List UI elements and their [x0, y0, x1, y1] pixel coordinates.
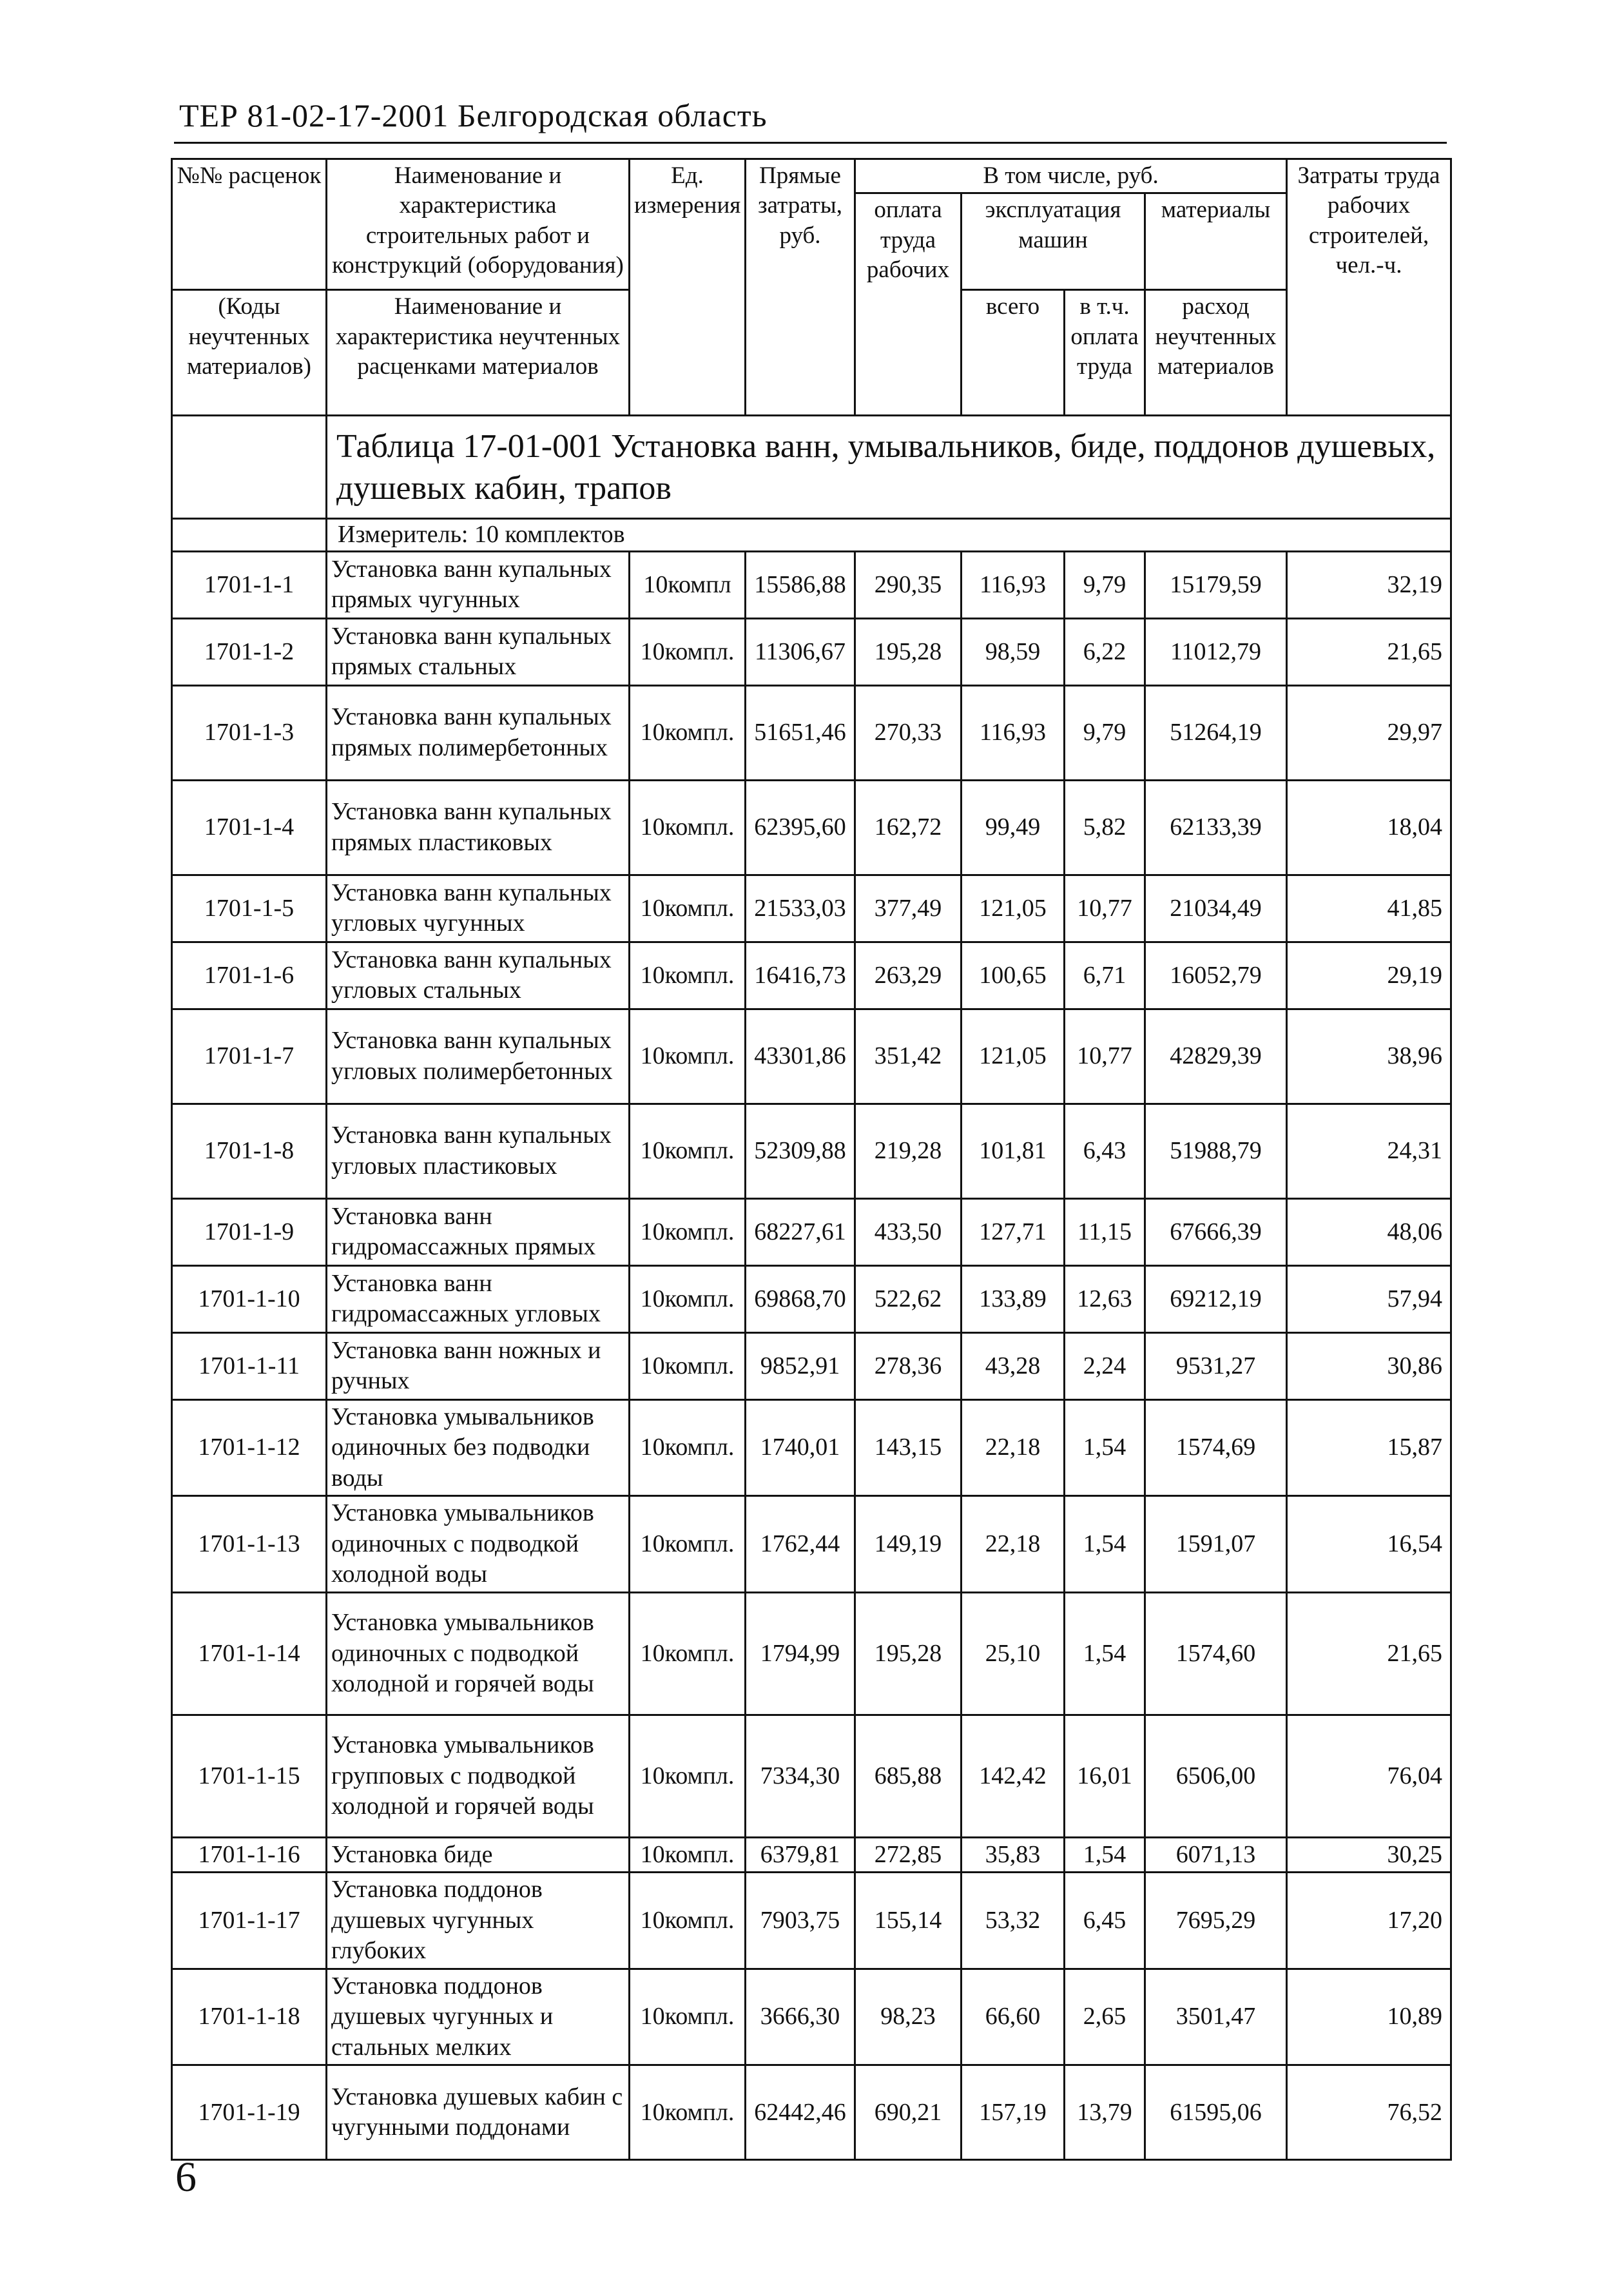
table-row	[172, 1496, 1451, 1593]
rate-materials: 16052,79	[1145, 942, 1287, 1009]
rate-code: 1701-1-2	[172, 618, 327, 685]
rate-machines-wage: 2,24	[1065, 1332, 1145, 1399]
rate-materials: 3501,47	[1145, 1969, 1287, 2065]
rate-unit: 10компл.	[630, 1873, 746, 1969]
rate-machines-wage: 1,54	[1065, 1592, 1145, 1715]
col-code-bottom: (Коды неучтенных материалов)	[172, 290, 327, 416]
rate-unit: 10компл.	[630, 1496, 746, 1593]
rate-code: 1701-1-13	[172, 1496, 327, 1593]
table-row	[172, 1332, 1451, 1399]
rate-unit: 10компл.	[630, 1265, 746, 1332]
rate-wage: 195,28	[855, 618, 962, 685]
table-row	[172, 1399, 1451, 1496]
meter-spacer	[172, 519, 327, 552]
rate-wage: 270,33	[855, 685, 962, 780]
rates-table	[171, 158, 1452, 2161]
rate-materials: 69212,19	[1145, 1265, 1287, 1332]
rate-labor: 21,65	[1287, 1592, 1451, 1715]
rate-direct: 68227,61	[746, 1198, 855, 1265]
rate-direct: 62395,60	[746, 780, 855, 875]
page-number: 6	[175, 2154, 197, 2201]
rate-machines-wage: 9,79	[1065, 551, 1145, 618]
rate-direct: 21533,03	[746, 875, 855, 942]
rate-machines: 121,05	[962, 1009, 1065, 1104]
table-body	[172, 416, 1451, 2160]
col-wage: оплата труда рабочих	[855, 193, 962, 416]
rate-machines-wage: 9,79	[1065, 685, 1145, 780]
rate-materials: 7695,29	[1145, 1873, 1287, 1969]
rate-name: Установка ванн купальных угловых стальных	[327, 942, 630, 1009]
rate-direct: 16416,73	[746, 942, 855, 1009]
rate-wage: 98,23	[855, 1969, 962, 2065]
rate-code: 1701-1-4	[172, 780, 327, 875]
rate-unit: 10компл.	[630, 1715, 746, 1837]
rate-direct: 7903,75	[746, 1873, 855, 1969]
col-labor: Затраты труда рабочих строителей, чел.-ч.	[1287, 159, 1451, 416]
rate-code: 1701-1-1	[172, 551, 327, 618]
rate-materials: 11012,79	[1145, 618, 1287, 685]
table-row	[172, 1198, 1451, 1265]
rate-code: 1701-1-8	[172, 1104, 327, 1198]
rate-name: Установка ванн гидромассажных прямых	[327, 1198, 630, 1265]
rate-wage: 155,14	[855, 1873, 962, 1969]
table-head	[172, 159, 1451, 416]
table-row	[172, 1265, 1451, 1332]
rate-unit: 10компл.	[630, 685, 746, 780]
rate-labor: 10,89	[1287, 1969, 1451, 2065]
rate-labor: 24,31	[1287, 1104, 1451, 1198]
rate-machines: 53,32	[962, 1873, 1065, 1969]
rate-direct: 43301,86	[746, 1009, 855, 1104]
header-rule	[174, 142, 1447, 144]
rate-machines: 101,81	[962, 1104, 1065, 1198]
rate-machines: 66,60	[962, 1969, 1065, 2065]
rate-direct: 6379,81	[746, 1837, 855, 1873]
rate-materials: 62133,39	[1145, 780, 1287, 875]
rate-machines: 121,05	[962, 875, 1065, 942]
rate-machines: 116,93	[962, 685, 1065, 780]
rate-machines-wage: 13,79	[1065, 2065, 1145, 2160]
rate-direct: 1762,44	[746, 1496, 855, 1593]
rate-materials: 1574,69	[1145, 1399, 1287, 1496]
rate-wage: 263,29	[855, 942, 962, 1009]
table-row	[172, 1104, 1451, 1198]
rate-code: 1701-1-18	[172, 1969, 327, 2065]
rate-code: 1701-1-5	[172, 875, 327, 942]
rate-machines-wage: 10,77	[1065, 1009, 1145, 1104]
rate-machines-wage: 6,45	[1065, 1873, 1145, 1969]
rate-name: Установка ванн купальных угловых чугунных	[327, 875, 630, 942]
col-code-top: №№ расценок	[172, 159, 327, 290]
rate-labor: 30,25	[1287, 1837, 1451, 1873]
table-row	[172, 942, 1451, 1009]
rate-machines: 43,28	[962, 1332, 1065, 1399]
rate-labor: 30,86	[1287, 1332, 1451, 1399]
rate-materials: 15179,59	[1145, 551, 1287, 618]
rate-unit: 10компл.	[630, 1009, 746, 1104]
rate-materials: 61595,06	[1145, 2065, 1287, 2160]
table-title: Таблица 17-01-001 Установка ванн, умывальников, биде, поддонов душевых, душевых кабин, трапов	[327, 416, 1451, 519]
rate-name: Установка поддонов душевых чугунных глубоких	[327, 1873, 630, 1969]
rate-unit: 10компл.	[630, 2065, 746, 2160]
rate-code: 1701-1-17	[172, 1873, 327, 1969]
rate-machines: 25,10	[962, 1592, 1065, 1715]
rate-machines: 22,18	[962, 1399, 1065, 1496]
rate-machines: 127,71	[962, 1198, 1065, 1265]
rate-machines: 100,65	[962, 942, 1065, 1009]
table-row	[172, 1715, 1451, 1837]
rate-machines: 142,42	[962, 1715, 1065, 1837]
title-spacer	[172, 416, 327, 519]
rate-labor: 15,87	[1287, 1399, 1451, 1496]
rate-materials: 67666,39	[1145, 1198, 1287, 1265]
rate-unit: 10компл.	[630, 1837, 746, 1873]
rate-machines-wage: 1,54	[1065, 1399, 1145, 1496]
rate-direct: 3666,30	[746, 1969, 855, 2065]
rate-unit: 10компл.	[630, 1399, 746, 1496]
rate-machines: 133,89	[962, 1265, 1065, 1332]
table-row	[172, 1009, 1451, 1104]
page-header: ТЕР 81-02-17-2001 Белгородская область	[179, 97, 768, 133]
rate-materials: 42829,39	[1145, 1009, 1287, 1104]
rate-unit: 10компл.	[630, 780, 746, 875]
rate-direct: 7334,30	[746, 1715, 855, 1837]
rate-name: Установка умывальников одиночных с подводкой холодной и горячей воды	[327, 1592, 630, 1715]
col-machines: эксплуатация машин	[962, 193, 1145, 290]
rate-machines: 99,49	[962, 780, 1065, 875]
rate-wage: 195,28	[855, 1592, 962, 1715]
col-mach-total: всего	[962, 290, 1065, 416]
rate-machines-wage: 6,22	[1065, 618, 1145, 685]
rate-labor: 17,20	[1287, 1873, 1451, 1969]
rate-direct: 1794,99	[746, 1592, 855, 1715]
rate-direct: 69868,70	[746, 1265, 855, 1332]
rate-labor: 18,04	[1287, 780, 1451, 875]
rate-unit: 10компл	[630, 551, 746, 618]
col-mach-wage: в т.ч. оплата труда	[1065, 290, 1145, 416]
rate-name: Установка ванн гидромассажных угловых	[327, 1265, 630, 1332]
table-row	[172, 618, 1451, 685]
rate-machines: 116,93	[962, 551, 1065, 618]
rate-materials: 6506,00	[1145, 1715, 1287, 1837]
rate-direct: 11306,67	[746, 618, 855, 685]
table-row	[172, 1969, 1451, 2065]
rate-unit: 10компл.	[630, 1592, 746, 1715]
rate-labor: 57,94	[1287, 1265, 1451, 1332]
rate-name: Установка умывальников одиночных без подводки воды	[327, 1399, 630, 1496]
rate-machines: 98,59	[962, 618, 1065, 685]
rate-wage: 433,50	[855, 1198, 962, 1265]
rate-code: 1701-1-6	[172, 942, 327, 1009]
rate-wage: 351,42	[855, 1009, 962, 1104]
table-row	[172, 551, 1451, 618]
rate-name: Установка умывальников одиночных с подводкой холодной воды	[327, 1496, 630, 1593]
rate-labor: 29,19	[1287, 942, 1451, 1009]
rate-direct: 51651,46	[746, 685, 855, 780]
rate-wage: 143,15	[855, 1399, 962, 1496]
rate-machines-wage: 2,65	[1065, 1969, 1145, 2065]
col-materials: материалы	[1145, 193, 1287, 290]
rate-unit: 10компл.	[630, 1104, 746, 1198]
col-incl: В том числе, руб.	[855, 159, 1287, 193]
table-row	[172, 685, 1451, 780]
rate-code: 1701-1-16	[172, 1837, 327, 1873]
rate-materials: 51264,19	[1145, 685, 1287, 780]
rate-labor: 29,97	[1287, 685, 1451, 780]
table-row	[172, 1837, 1451, 1873]
rate-wage: 219,28	[855, 1104, 962, 1198]
rate-direct: 52309,88	[746, 1104, 855, 1198]
rate-code: 1701-1-11	[172, 1332, 327, 1399]
rate-materials: 51988,79	[1145, 1104, 1287, 1198]
rate-direct: 15586,88	[746, 551, 855, 618]
rate-wage: 278,36	[855, 1332, 962, 1399]
rate-unit: 10компл.	[630, 1198, 746, 1265]
rate-direct: 62442,46	[746, 2065, 855, 2160]
rate-labor: 48,06	[1287, 1198, 1451, 1265]
rate-name: Установка ванн купальных прямых чугунных	[327, 551, 630, 618]
rate-name: Установка ванн купальных угловых пластиковых	[327, 1104, 630, 1198]
rate-name: Установка ванн купальных прямых стальных	[327, 618, 630, 685]
rate-machines-wage: 16,01	[1065, 1715, 1145, 1837]
rate-labor: 16,54	[1287, 1496, 1451, 1593]
rate-name: Установка поддонов душевых чугунных и стальных мелких	[327, 1969, 630, 2065]
col-unit: Ед. измерения	[630, 159, 746, 416]
rate-wage: 522,62	[855, 1265, 962, 1332]
table-row	[172, 780, 1451, 875]
rate-materials: 6071,13	[1145, 1837, 1287, 1873]
table-row	[172, 875, 1451, 942]
rate-wage: 690,21	[855, 2065, 962, 2160]
rate-code: 1701-1-19	[172, 2065, 327, 2160]
col-name-top: Наименование и характеристика строительных работ и конструкций (оборудования)	[327, 159, 630, 290]
col-direct: Прямые затраты, руб.	[746, 159, 855, 416]
rate-materials: 1591,07	[1145, 1496, 1287, 1593]
rate-code: 1701-1-10	[172, 1265, 327, 1332]
rate-labor: 21,65	[1287, 618, 1451, 685]
rate-name: Установка ванн ножных и ручных	[327, 1332, 630, 1399]
rate-wage: 149,19	[855, 1496, 962, 1593]
rate-code: 1701-1-3	[172, 685, 327, 780]
rate-machines-wage: 6,71	[1065, 942, 1145, 1009]
table-row	[172, 1592, 1451, 1715]
rate-code: 1701-1-12	[172, 1399, 327, 1496]
rate-machines-wage: 5,82	[1065, 780, 1145, 875]
rate-wage: 377,49	[855, 875, 962, 942]
rate-unit: 10компл.	[630, 875, 746, 942]
rate-materials: 9531,27	[1145, 1332, 1287, 1399]
rate-labor: 76,52	[1287, 2065, 1451, 2160]
rate-labor: 32,19	[1287, 551, 1451, 618]
rate-materials: 21034,49	[1145, 875, 1287, 942]
rate-unit: 10компл.	[630, 618, 746, 685]
rate-machines: 157,19	[962, 2065, 1065, 2160]
rate-name: Установка биде	[327, 1837, 630, 1873]
rate-direct: 9852,91	[746, 1332, 855, 1399]
rate-machines-wage: 10,77	[1065, 875, 1145, 942]
rate-labor: 76,04	[1287, 1715, 1451, 1837]
rate-machines-wage: 12,63	[1065, 1265, 1145, 1332]
rate-machines: 35,83	[962, 1837, 1065, 1873]
rate-wage: 290,35	[855, 551, 962, 618]
rate-unit: 10компл.	[630, 1969, 746, 2065]
rate-machines-wage: 6,43	[1065, 1104, 1145, 1198]
table-row	[172, 1873, 1451, 1969]
rate-code: 1701-1-14	[172, 1592, 327, 1715]
rate-wage: 685,88	[855, 1715, 962, 1837]
rate-wage: 162,72	[855, 780, 962, 875]
rate-labor: 38,96	[1287, 1009, 1451, 1104]
rate-name: Установка ванн купальных прямых пластиковых	[327, 780, 630, 875]
rate-code: 1701-1-7	[172, 1009, 327, 1104]
rate-name: Установка душевых кабин с чугунными поддонами	[327, 2065, 630, 2160]
rate-materials: 1574,60	[1145, 1592, 1287, 1715]
rate-wage: 272,85	[855, 1837, 962, 1873]
rate-name: Установка ванн купальных угловых полимербетонных	[327, 1009, 630, 1104]
rate-machines-wage: 11,15	[1065, 1198, 1145, 1265]
rate-code: 1701-1-15	[172, 1715, 327, 1837]
rate-code: 1701-1-9	[172, 1198, 327, 1265]
rate-machines-wage: 1,54	[1065, 1496, 1145, 1593]
col-name-bottom: Наименование и характеристика неучтенных расценками материалов	[327, 290, 630, 416]
rate-name: Установка ванн купальных прямых полимербетонных	[327, 685, 630, 780]
table-row	[172, 2065, 1451, 2160]
rate-machines: 22,18	[962, 1496, 1065, 1593]
rate-unit: 10компл.	[630, 1332, 746, 1399]
table-meter: Измеритель: 10 комплектов	[327, 519, 1451, 552]
rate-labor: 41,85	[1287, 875, 1451, 942]
rate-direct: 1740,01	[746, 1399, 855, 1496]
rate-name: Установка умывальников групповых с подводкой холодной и горячей воды	[327, 1715, 630, 1837]
rate-machines-wage: 1,54	[1065, 1837, 1145, 1873]
col-consumption: расход неучтенных материалов	[1145, 290, 1287, 416]
rate-unit: 10компл.	[630, 942, 746, 1009]
